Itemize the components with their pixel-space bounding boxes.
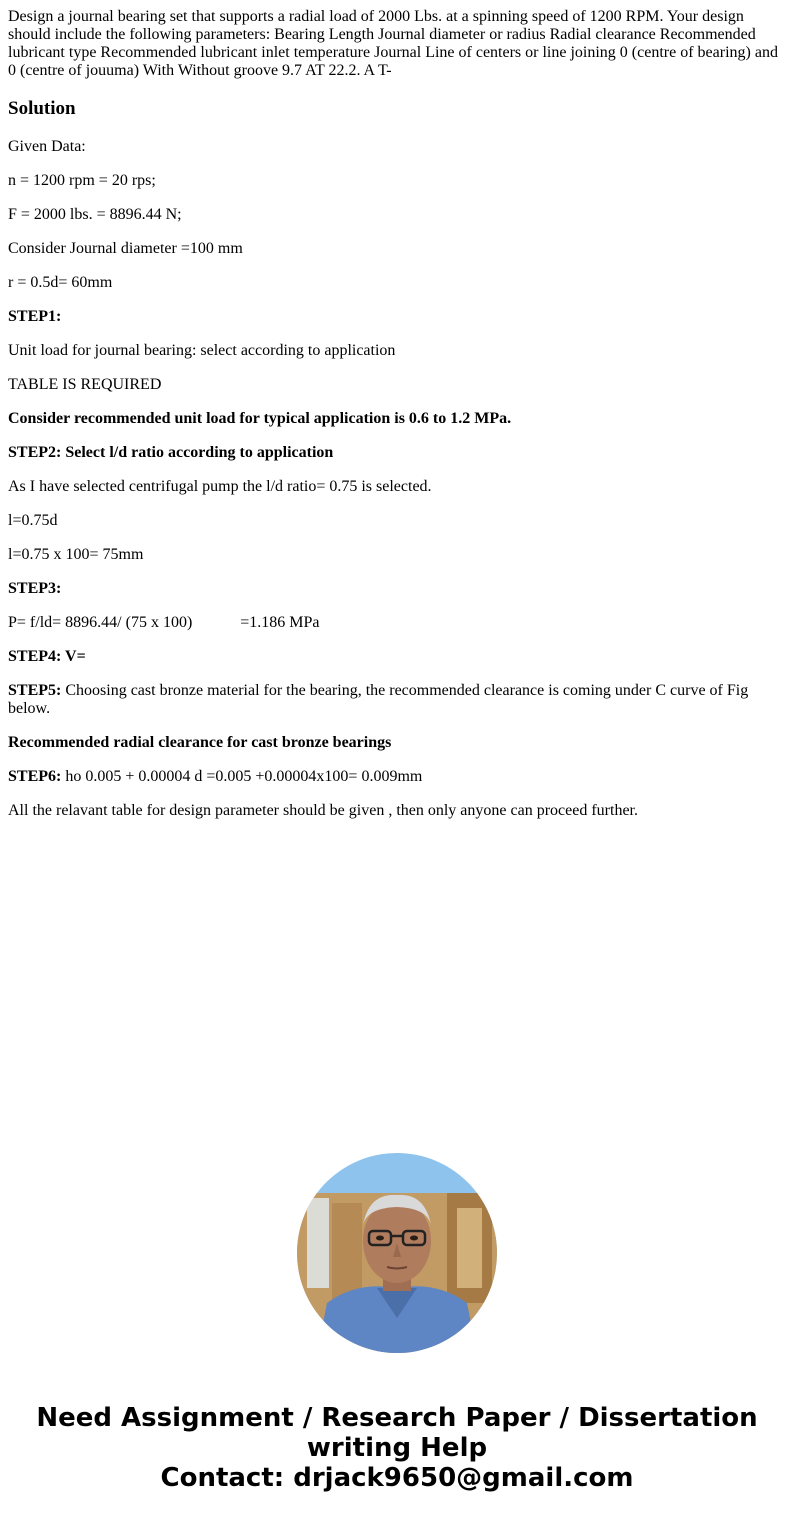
document-body: [8, 8, 786, 820]
radius-line: r = 0.5d= 60mm: [8, 274, 113, 291]
footer-line-1: Need Assignment / Research Paper / Dissertation: [36, 1403, 758, 1433]
pressure-formula: P= f/ld= 8896.44/ (75 x 100): [8, 614, 193, 631]
length-formula: l=0.75d: [8, 512, 58, 529]
pressure-result: =1.186 MPa: [240, 614, 320, 631]
step5-text: Choosing cast bronze material for the bearing, the recommended clearance is coming under C curve of Fig below.: [8, 682, 749, 717]
pressure-line: [8, 614, 786, 632]
question-text: Design a journal bearing set that supports a radial load of 2000 Lbs. at a spinning speed of 1200 RPM. Your design should include the following parameters: Bearing Length Journal diameter or radius Radial clearance Recommended lubricant type Recommended lubricant inlet temperature Journal Line of centers or line joining 0 (centre of bearing) and 0 (centre of jouuma) With Without groove 9.7 AT 22.2. A T-: [8, 8, 778, 79]
solution-heading: Solution: [8, 98, 76, 119]
length-value: l=0.75 x 100= 75mm: [8, 546, 144, 563]
person-portrait-icon: [297, 1153, 497, 1353]
step1-text: Unit load for journal bearing: select according to application: [8, 342, 396, 359]
force-line: F = 2000 lbs. = 8896.44 N;: [8, 206, 182, 223]
avatar: [297, 1153, 497, 1353]
footer-line-2: writing Help: [306, 1433, 488, 1463]
journal-diameter-line: Consider Journal diameter =100 mm: [8, 240, 243, 257]
footer-contact-line: Contact: drjack9650@gmail.com: [160, 1463, 634, 1493]
step2-text: As I have selected centrifugal pump the l/d ratio= 0.75 is selected.: [8, 478, 432, 495]
unit-load-note: Consider recommended unit load for typical application is 0.6 to 1.2 MPa.: [8, 410, 512, 427]
step6-label: STEP6:: [8, 768, 62, 785]
given-data-label: Given Data:: [8, 138, 86, 155]
step1-label: STEP1:: [8, 308, 62, 325]
closing-note: All the relavant table for design parameter should be given , then only anyone can proceed further.: [8, 802, 638, 819]
step2-label: STEP2: Select l/d ratio according to application: [8, 444, 334, 461]
step4-label: STEP4: V=: [8, 648, 86, 665]
step5-label: STEP5:: [8, 682, 62, 699]
clearance-heading: Recommended radial clearance for cast bronze bearings: [8, 734, 392, 751]
step5-paragraph: [8, 682, 786, 718]
step6-text: ho 0.005 + 0.00004 d =0.005 +0.00004x100= 0.009mm: [61, 768, 423, 785]
contact-footer: [0, 1403, 794, 1493]
speed-line: n = 1200 rpm = 20 rps;: [8, 172, 156, 189]
table-required-note: TABLE IS REQUIRED: [8, 376, 162, 393]
step3-label: STEP3:: [8, 580, 62, 597]
step6-paragraph: [8, 768, 786, 786]
